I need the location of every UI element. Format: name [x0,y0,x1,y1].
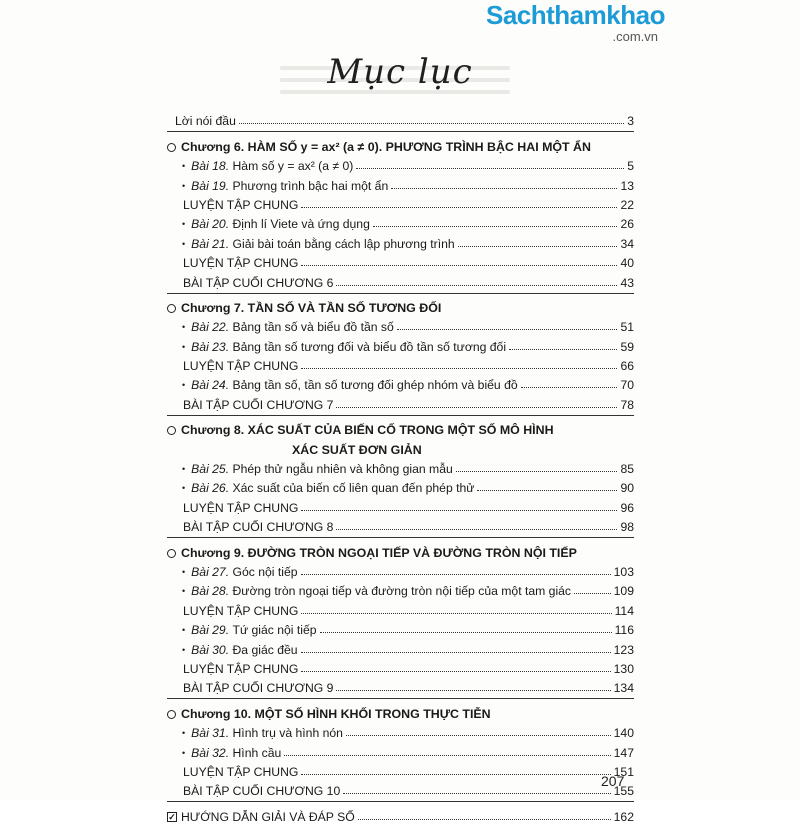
dot-leader [336,690,610,691]
lesson-number: Bài 18. [191,159,230,174]
dot-bullet-icon: • [182,219,186,230]
circle-bullet-icon [167,549,176,558]
lesson-number: Bài 28. [191,584,230,599]
entry-text: Phương trình bậc hai một ẩn [232,178,389,193]
toc-entry [167,495,634,514]
entry-text: Góc nội tiếp [232,564,298,579]
entry-text: LUYỆN TẬP CHUNG [183,256,299,271]
page-title: Mục lục [327,52,473,92]
toc-chapter-heading [167,134,634,153]
page-ref: 162 [613,809,634,824]
chapter-separator [167,415,634,416]
dot-bullet-icon: • [182,586,186,597]
page-ref: 90 [620,481,634,496]
toc-entry [167,373,634,392]
page-ref: 51 [620,320,634,335]
entry-text: Chương 9. ĐƯỜNG TRÒN NGOẠI TIẾP VÀ ĐƯỜNG TRÒN NỘI TIẾP [181,545,577,560]
lesson-number: Bài 20. [191,217,230,232]
entry-text: Hàm số y = ax² (a ≠ 0) [232,159,354,174]
toc-entry-title [183,198,298,212]
entry-text: BÀI TẬP CUỐI CHƯƠNG 9 [183,681,334,696]
toc-entry [167,334,634,353]
toc-entry [167,657,634,676]
toc-entry-title [183,681,333,695]
entry-text: HƯỚNG DẪN GIẢI VÀ ĐÁP SỐ [181,809,355,824]
page-ref: 66 [620,359,634,374]
page-ref: 123 [613,642,634,657]
toc-chapter-heading [167,437,634,456]
lesson-number: Bài 22. [191,320,230,335]
entry-text: LUYỆN TẬP CHUNG [183,764,299,779]
page-ref: 34 [620,236,634,251]
dot-leader [301,574,611,575]
toc-entry [167,457,634,476]
toc-chapter-heading [167,296,634,315]
dot-leader [320,632,612,633]
lesson-number: Bài 31. [191,726,230,741]
entry-text: BÀI TẬP CUỐI CHƯƠNG 8 [183,520,334,535]
page-ref: 70 [620,378,634,393]
toc-entry-title [167,810,355,824]
toc-entry-title [182,746,281,760]
dot-bullet-icon: • [182,747,186,758]
toc-entry-title [182,217,370,231]
entry-text: BÀI TẬP CUỐI CHƯƠNG 10 [183,784,341,799]
entry-text: LUYỆN TẬP CHUNG [183,500,299,515]
toc-entry-title [182,462,453,476]
checkbox-icon: ✓ [168,811,176,822]
entry-text: Giải bài toán bằng cách lập phương trình [232,236,455,251]
page-ref: 22 [620,197,634,212]
toc-entry [167,109,634,128]
entry-text: Hình trụ và hình nón [232,726,343,741]
chapter-separator [167,801,634,802]
toc-entry [167,270,634,289]
circle-bullet-icon [167,426,176,435]
toc-entry-title [183,276,333,290]
page-number: 207 [601,773,625,789]
dot-bullet-icon: • [182,644,186,655]
entry-text: Đường tròn ngoại tiếp và đường tròn nội tiếp của một tam giác [232,584,572,599]
chapter-separator [167,293,634,294]
lesson-number: Bài 21. [191,236,230,251]
toc-entry-title [182,237,455,251]
toc-entry [167,315,634,334]
toc-chapter-heading [167,540,634,559]
dot-bullet-icon: • [182,483,186,494]
toc-entry [167,676,634,695]
lesson-number: Bài 29. [191,623,230,638]
dot-leader [336,529,617,530]
toc-entry-title [183,501,298,515]
page-ref: 155 [613,784,634,799]
entry-text: Định lí Viete và ứng dụng [232,217,370,232]
dot-leader [301,510,617,511]
page-ref: 40 [620,256,634,271]
toc-entry-title [182,623,317,637]
toc-entry [167,579,634,598]
toc-entry [167,779,634,798]
dot-bullet-icon: • [182,625,186,636]
page-ref: 59 [620,339,634,354]
page-ref: 43 [620,275,634,290]
page-ref: 26 [620,217,634,232]
dot-leader [356,168,624,169]
dot-leader [336,285,617,286]
page-ref: 130 [613,661,634,676]
entry-text: Tứ giác nội tiếp [232,623,317,638]
toc-entry [167,760,634,779]
entry-text: Chương 6. HÀM SỐ y = ax² (a ≠ 0). PHƯƠNG TRÌNH BẬC HAI MỘT ẨN [181,139,591,154]
toc-entry [167,476,634,495]
page-ref: 3 [627,114,634,129]
dot-leader [301,613,611,614]
dot-bullet-icon: • [182,464,186,475]
toc-chapter-heading [167,701,634,720]
toc-entry-title [183,765,298,779]
toc-entry [167,598,634,617]
entry-text: XÁC SUẤT ĐƠN GIẢN [292,442,422,457]
toc-entry [167,154,634,173]
page-ref: 85 [620,462,634,477]
toc-entry [167,392,634,411]
dot-bullet-icon: • [182,322,186,333]
page-ref: 5 [627,159,634,174]
dot-leader [301,774,610,775]
dot-leader [239,123,624,124]
page-ref: 134 [613,681,634,696]
toc-entry-title [183,520,333,534]
toc-entry-title [183,662,298,676]
toc-entry [167,560,634,579]
dot-leader [284,755,610,756]
chapter-separator [167,698,634,699]
dot-bullet-icon: • [182,728,186,739]
dot-leader [373,226,618,227]
toc-entry-title [167,707,491,721]
lesson-number: Bài 23. [191,339,230,354]
lesson-number: Bài 30. [191,642,230,657]
watermark-domain: .com.vn [612,29,658,44]
lesson-number: Bài 25. [191,462,230,477]
entry-text: Chương 7. TẦN SỐ VÀ TẦN SỐ TƯƠNG ĐỐI [181,300,442,315]
entry-text: BÀI TẬP CUỐI CHƯƠNG 7 [183,397,334,412]
entry-text: LUYỆN TẬP CHUNG [183,603,299,618]
toc-entry-title [182,565,298,579]
dot-leader [358,819,611,820]
dot-bullet-icon: • [182,161,186,172]
toc-entry-title [167,546,577,560]
toc-chapter-heading [167,418,634,437]
toc-entry-title [183,604,298,618]
dot-leader [391,188,617,189]
dot-leader [509,349,617,350]
toc-entry-title [182,320,394,334]
dot-leader [397,329,618,330]
toc-entry [167,637,634,656]
dot-leader [301,671,610,672]
entry-text: Bảng tần số và biểu đồ tần số [232,320,394,335]
page-ref: 140 [613,726,634,741]
toc-entry-title [182,643,298,657]
toc-entry [167,515,634,534]
circle-bullet-icon [167,304,176,313]
entry-text: Hình cầu [232,745,282,760]
dot-leader [521,387,618,388]
toc-entry-title [167,423,554,437]
toc-entry-title [183,784,340,798]
chapter-separator [167,537,634,538]
toc-entry-title [182,584,571,598]
toc-entry [167,354,634,373]
dot-bullet-icon: • [182,238,186,249]
dot-leader [301,368,617,369]
dot-leader [336,407,617,408]
lesson-number: Bài 26. [191,481,230,496]
toc-entry-title [183,359,298,373]
entry-text: Lời nói đầu [175,114,236,129]
dot-leader [343,793,610,794]
lesson-number: Bài 19. [191,178,230,193]
dot-leader [477,490,617,491]
circle-bullet-icon [167,710,176,719]
toc-entry [167,618,634,637]
toc-entry-title [182,378,518,392]
toc-entry [167,231,634,250]
entry-text: Chương 8. XÁC SUẤT CỦA BIẾN CỐ TRONG MỘT SỐ MÔ HÌNH [181,423,554,438]
circle-bullet-icon [167,143,176,152]
toc-entry-title [167,140,591,154]
entry-text: Bảng tần số, tần số tương đối ghép nhóm và biểu đồ [232,378,518,393]
table-of-contents [167,109,634,824]
page-ref: 147 [613,745,634,760]
page-ref: 114 [614,603,634,618]
page-ref: 109 [613,584,634,599]
dot-bullet-icon: • [182,566,186,577]
toc-entry-title [167,301,441,315]
dot-leader [346,735,611,736]
toc-entry [167,173,634,192]
dot-bullet-icon: • [182,380,186,391]
entry-text: BÀI TẬP CUỐI CHƯƠNG 6 [183,275,334,290]
page-ref: 78 [620,397,634,412]
dot-leader [301,265,617,266]
lesson-number: Bài 24. [191,378,230,393]
entry-text: LUYỆN TẬP CHUNG [183,661,299,676]
toc-entry [167,251,634,270]
entry-text: Xác suất của biến cố liên quan đến phép thử [232,481,475,496]
toc-entry-title [183,398,333,412]
toc-entry [167,804,634,823]
page-ref: 98 [620,520,634,535]
chapter-separator [167,131,634,132]
toc-entry [167,193,634,212]
entry-text: Chương 10. MỘT SỐ HÌNH KHỐI TRONG THỰC TIỄN [181,706,491,721]
page-ref: 13 [620,178,634,193]
entry-text: Đa giác đều [232,642,298,657]
page-ref: 116 [614,623,634,638]
entry-text: Phép thử ngẫu nhiên và không gian mẫu [232,462,453,477]
watermark-logo [486,0,665,44]
dot-leader [574,593,611,594]
entry-text: LUYỆN TẬP CHUNG [183,197,299,212]
lesson-number: Bài 32. [191,745,230,760]
toc-entry [167,212,634,231]
page-ref: 96 [620,500,634,515]
toc-entry [167,721,634,740]
toc-entry [167,740,634,759]
toc-entry-title [182,481,474,495]
toc-entry-title [183,256,298,270]
toc-entry-title [182,179,388,193]
lesson-number: Bài 27. [191,564,230,579]
dot-bullet-icon: • [182,180,186,191]
toc-entry-title [175,114,236,128]
dot-leader [301,652,611,653]
entry-text: LUYỆN TẬP CHUNG [183,359,299,374]
toc-entry-title [182,159,353,173]
dot-leader [456,471,618,472]
page-ref: 151 [613,764,634,779]
page-ref: 103 [613,564,634,579]
entry-text: Bảng tần số tương đối và biểu đồ tần số tương đối [232,339,507,354]
toc-entry-title [292,443,422,457]
toc-entry-title [182,726,343,740]
watermark-brand: Sachthamkhao [486,0,665,30]
toc-entry-title [182,340,506,354]
dot-leader [301,207,617,208]
dot-leader [458,246,618,247]
dot-bullet-icon: • [182,341,186,352]
